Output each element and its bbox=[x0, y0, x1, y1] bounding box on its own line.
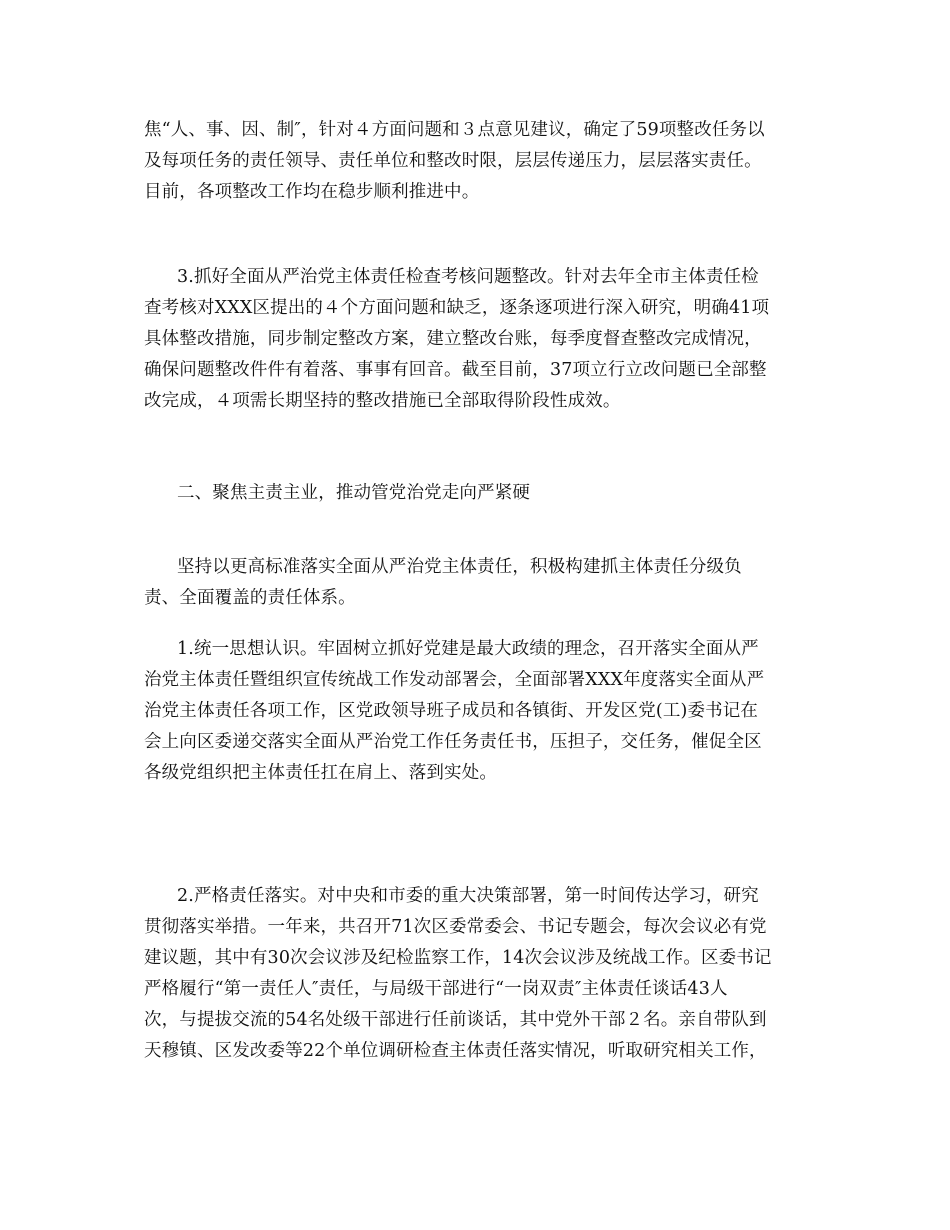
text-line: 严格履行“第一责任人″责任，与局级干部进行“一岗双责″主体责任谈话43人 bbox=[144, 979, 728, 999]
text-line: 目前，各项整改工作均在稳步顺利推进中。 bbox=[144, 182, 480, 202]
paragraph-6 bbox=[144, 881, 824, 1067]
text-line: 3.抓好全面从严治党主体责任检查考核问题整改。针对去年全市主体责任检 bbox=[177, 267, 759, 287]
text-line: 贯彻落实举措。一年来，共召开71次区委常委会、书记专题会，每次会议必有党 bbox=[144, 917, 767, 937]
text-line: 各级党组织把主体责任扛在肩上、落到实处。 bbox=[144, 763, 497, 783]
paragraph-2 bbox=[144, 262, 824, 417]
text-line: 治党主体责任暨组织宣传统战工作发动部署会，全面部署XXX年度落实全面从严 bbox=[144, 670, 765, 690]
text-line: 确保问题整改件件有着落、事事有回音。截至目前，37项立行立改问题已全部整 bbox=[144, 360, 767, 380]
paragraph-4 bbox=[144, 552, 824, 614]
text-line: 建议题，其中有30次会议涉及纪检监察工作，14次会议涉及统战工作。区委书记 bbox=[144, 948, 772, 968]
text-line: 1.统一思想认识。牢固树立抓好党建是最大政绩的理念，召开落实全面从严 bbox=[177, 639, 759, 659]
text-line: 会上向区委递交落实全面从严治党工作任务责任书，压担子，交任务，催促全区 bbox=[144, 732, 762, 752]
text-line: 治党主体责任各项工作，区党政领导班子成员和各镇街、开发区党(工)委书记在 bbox=[144, 701, 759, 721]
paragraph-1 bbox=[144, 115, 824, 208]
paragraph-5 bbox=[144, 634, 824, 789]
text-line: 改完成，４项需长期坚持的整改措施已全部取得阶段性成效。 bbox=[144, 391, 621, 411]
text-line: 及每项任务的责任领导、责任单位和整改时限，层层传递压力，层层落实责任。 bbox=[144, 151, 762, 171]
text-line: 查考核对XXX区提出的４个方面问题和缺乏，逐条逐项进行深入研究，明确41项 bbox=[144, 298, 770, 318]
text-line: 焦“人、事、因、制″，针对４方面问题和３点意见建议，确定了59项整改任务以 bbox=[144, 120, 765, 140]
heading-line: 二、聚焦主责主业，推动管党治党走向严紧硬 bbox=[177, 483, 530, 503]
text-line: 天穆镇、区发改委等22个单位调研检查主体责任落实情况，听取研究相关工作， bbox=[144, 1041, 767, 1061]
text-line: 坚持以更高标准落实全面从严治党主体责任，积极构建抓主体责任分级负 bbox=[177, 557, 742, 577]
text-line: 次，与提拔交流的54名处级干部进行任前谈话，其中党外干部２名。亲自带队到 bbox=[144, 1010, 767, 1030]
section-heading bbox=[144, 478, 824, 509]
text-line: 2.严格责任落实。对中央和市委的重大决策部署，第一时间传达学习，研究 bbox=[177, 886, 759, 906]
text-line: 责、全面覆盖的责任体系。 bbox=[144, 588, 356, 608]
text-line: 具体整改措施，同步制定整改方案，建立整改台账，每季度督查整改完成情况， bbox=[144, 329, 762, 349]
